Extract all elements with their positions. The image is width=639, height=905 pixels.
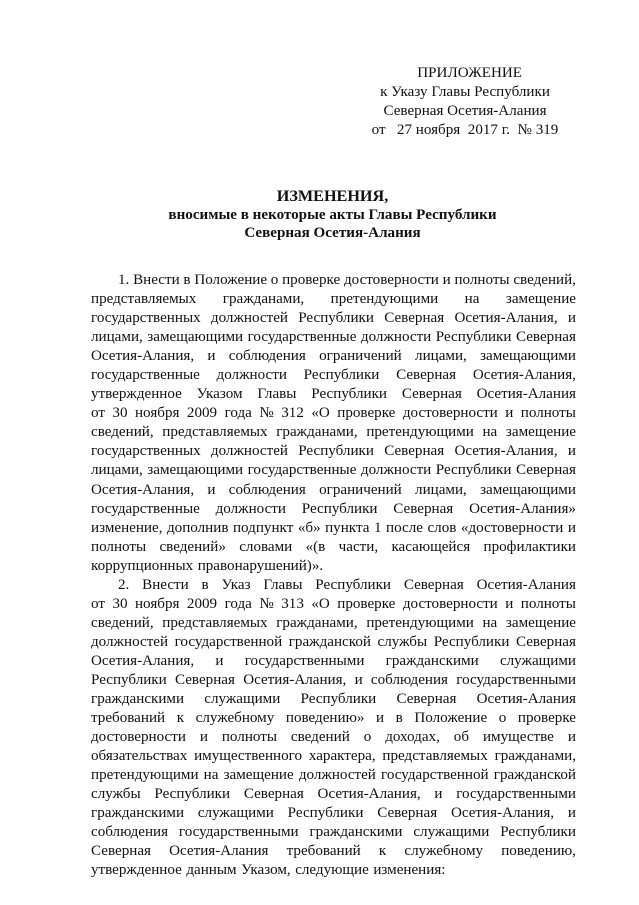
paragraph-line: обязательствах имущественного характера, представляемых гражданами,	[91, 748, 576, 765]
paragraph-line: государственных должностей Республики Северная Осетия-Алания, и	[91, 310, 576, 327]
paragraph-line: представляемых гражданами, претендующими на замещение	[91, 291, 576, 308]
paragraph-line: государственные должности Республики Северная Осетия-Алания,	[91, 367, 576, 384]
paragraph-line: гражданскими служащими Республики Северная Осетия-Алания, и	[91, 805, 576, 822]
paragraph-line: коррупционных правонарушений)».	[91, 557, 324, 574]
paragraph-line: сведений, представляемых гражданами, претендующими на замещение	[91, 424, 576, 441]
paragraph-line: утвержденное Указом Главы Республики Северная Осетия-Алания	[91, 386, 576, 403]
paragraph-line: достоверности и полноты сведений о доходах, об имуществе и	[91, 729, 576, 746]
paragraph-line: Осетия-Алания, и соблюдения ограничений лицами, замещающими	[91, 481, 576, 498]
appendix-republic: Северная Осетия-Алания	[383, 103, 547, 119]
appendix-decree-ref: к Указу Главы Республики	[380, 84, 550, 100]
paragraph-line: соблюдения государственными гражданскими служащими Республики	[91, 824, 576, 841]
paragraph-line: должностей государственной гражданской службы Республики Северная	[91, 633, 576, 650]
document-body	[91, 271, 576, 881]
paragraph-line: утвержденное данным Указом, следующие изменения:	[91, 862, 446, 879]
paragraph-line: Осетия-Алания, и соблюдения ограничений лицами, замещающими	[91, 348, 576, 365]
paragraph-line: претендующими на замещение должностей государственной гражданской	[91, 767, 576, 784]
appendix-header	[360, 64, 570, 140]
paragraph-line: государственные должности Республики Северная Осетия-Алания»	[91, 500, 576, 517]
paragraph	[91, 271, 576, 576]
paragraph-line: 2. Внести в Указ Главы Республики Северная Осетия-Алания	[118, 576, 576, 593]
paragraph-line: Республики Северная Осетия-Алания, и соблюдения государственными	[91, 671, 576, 688]
paragraph-line: государственных должностей Республики Северная Осетия-Алания, и	[91, 443, 576, 460]
paragraph-line: Северная Осетия-Алания требований к служебному поведению,	[91, 843, 576, 860]
document-title	[90, 187, 575, 243]
paragraph-line: изменение, дополнив подпункт «б» пункта 1 после слов «достоверности и	[91, 519, 576, 536]
paragraph-line: службы Республики Северная Осетия-Алания, и государственными	[91, 786, 576, 803]
paragraph-line: от 30 ноября 2009 года № 313 «О проверке достоверности и полноты	[91, 595, 576, 612]
paragraph-line: Осетия-Алания, и государственными гражданскими служащими	[91, 652, 576, 669]
title-sub-line2: Северная Осетия-Алания	[244, 225, 421, 241]
paragraph-line: лицами, замещающими государственные должности Республики Северная	[91, 462, 576, 479]
title-main: ИЗМЕНЕНИЯ,	[276, 187, 389, 205]
paragraph-line: сведений, представляемых гражданами, претендующими на замещение	[91, 614, 576, 631]
paragraph-line: гражданскими служащими Республики Северная Осетия-Алания	[91, 691, 576, 708]
paragraph-line: 1. Внести в Положение о проверке достоверности и полноты сведений,	[118, 272, 576, 288]
paragraph-line: полноты сведений» словами «(в части, касающейся профилактики	[91, 538, 576, 555]
paragraph	[91, 576, 576, 881]
appendix-date-number: от 27 ноября 2017 г. № 319	[371, 122, 559, 138]
title-sub-line1: вносимые в некоторые акты Главы Республики	[168, 206, 497, 223]
paragraph-line: требований к служебному поведению» и в Положение о проверке	[91, 710, 576, 727]
paragraph-line: лицами, замещающими государственные должности Республики Северная	[91, 329, 576, 346]
paragraph-line: от 30 ноября 2009 года № 312 «О проверке достоверности и полноты	[91, 405, 576, 422]
appendix-label: ПРИЛОЖЕНИЕ	[417, 65, 522, 81]
